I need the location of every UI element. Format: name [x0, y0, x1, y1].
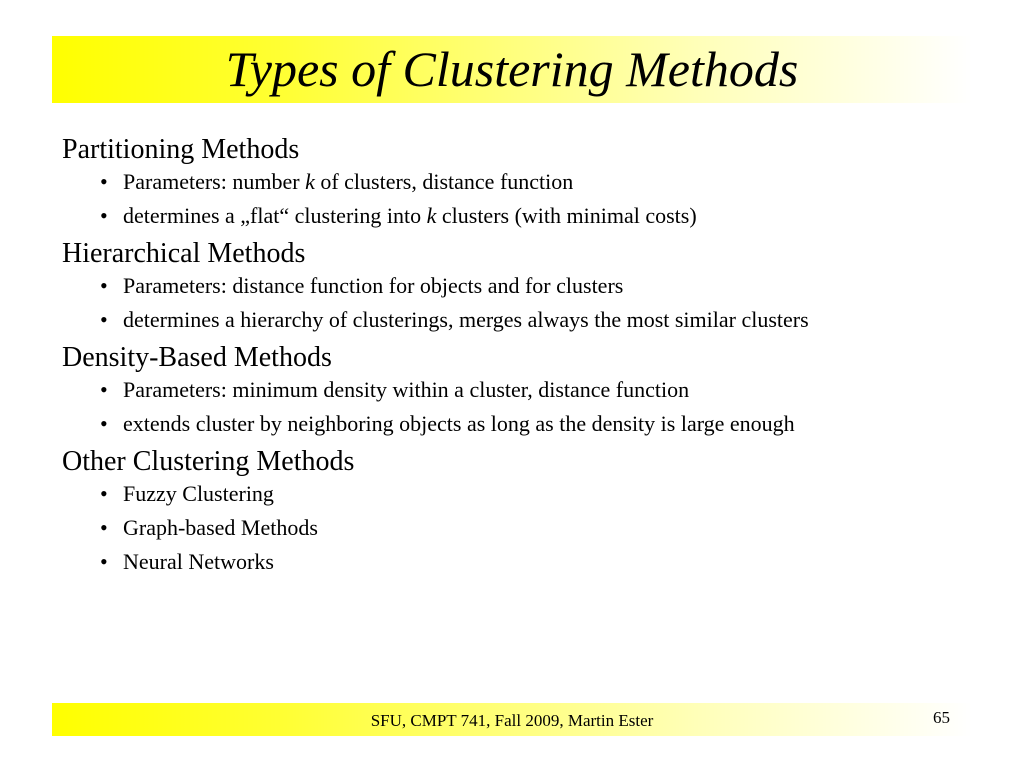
bullet-icon: • [100, 307, 108, 332]
bullet-item [62, 308, 1012, 332]
section-heading: Other Clustering Methods [62, 446, 355, 477]
bullet-item [62, 550, 1012, 574]
bullet-text: Parameters: minimum density within a cluster, distance function [123, 377, 690, 402]
slide-title: Types of Clustering Methods [225, 41, 799, 97]
footer-text: SFU, CMPT 741, Fall 2009, Martin Ester [370, 711, 654, 730]
bullet-icon: • [100, 273, 108, 298]
bullet-icon: • [100, 169, 108, 194]
bullet-list [62, 274, 1012, 332]
page-number: 65 [933, 708, 950, 727]
variable-k: k [426, 203, 437, 228]
bullet-item [62, 274, 1012, 298]
bullet-item [62, 482, 1012, 506]
bullet-text: Parameters: distance function for objects and for clusters [123, 273, 624, 298]
section-other [62, 446, 1012, 574]
section-density [62, 342, 1012, 436]
bullet-text: Parameters: number k of clusters, distance function [123, 169, 574, 194]
bullet-list [62, 170, 1012, 228]
bullet-text: determines a „flat“ clustering into k clusters (with minimal costs) [123, 203, 697, 228]
bullet-item [62, 412, 1012, 436]
section-partitioning [62, 134, 1012, 228]
bullet-text: Neural Networks [123, 549, 274, 574]
bullet-item [62, 378, 1012, 402]
title-bar [52, 36, 972, 103]
bullet-item [62, 204, 1012, 228]
slide-content [62, 134, 1012, 584]
section-heading: Partitioning Methods [62, 134, 300, 165]
bullet-text: Graph-based Methods [123, 515, 318, 540]
bullet-item [62, 516, 1012, 540]
bullet-icon: • [100, 411, 108, 436]
bullet-list [62, 482, 1012, 574]
section-hierarchical [62, 238, 1012, 332]
footer-bar [52, 703, 972, 736]
bullet-list [62, 378, 1012, 436]
bullet-icon: • [100, 203, 108, 228]
bullet-icon: • [100, 481, 108, 506]
bullet-text: determines a hierarchy of clusterings, merges always the most similar clusters [123, 307, 809, 332]
bullet-item [62, 170, 1012, 194]
bullet-text: Fuzzy Clustering [123, 481, 274, 506]
bullet-icon: • [100, 549, 108, 574]
section-heading: Density-Based Methods [62, 342, 332, 373]
section-heading: Hierarchical Methods [62, 238, 306, 269]
bullet-icon: • [100, 515, 108, 540]
bullet-text: extends cluster by neighboring objects as long as the density is large enough [123, 411, 795, 436]
variable-k: k [305, 169, 315, 194]
bullet-icon: • [100, 377, 108, 402]
